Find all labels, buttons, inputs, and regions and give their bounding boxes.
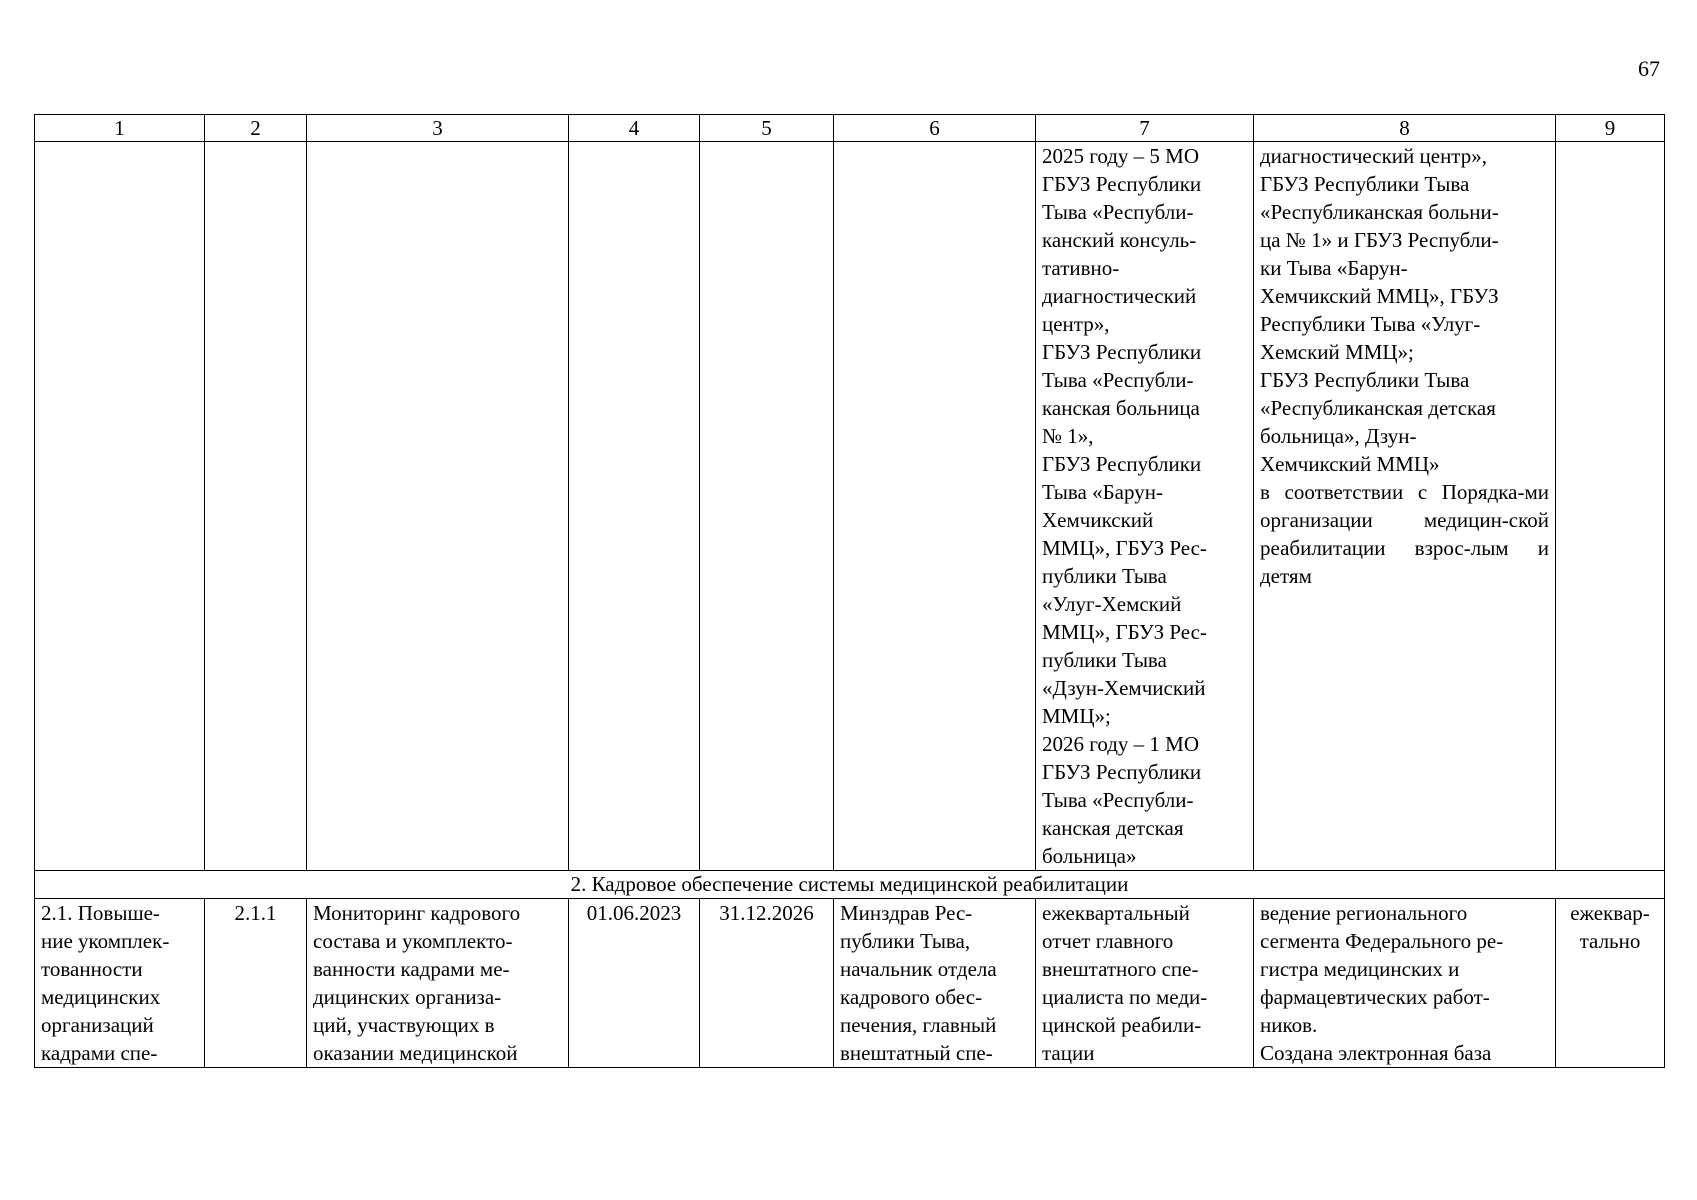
cont-cell-4 [569,142,700,871]
section-row [35,871,1665,899]
cont-cell-2 [205,142,307,871]
row-2-1-col5: 31.12.2026 [700,899,834,1068]
header-cell-8: 8 [1254,115,1556,142]
cont-cell-8-text-b: в соответствии с Порядка-ми организации медицин-ской реабилитации взрос-лым и детям [1260,480,1549,588]
row-2-1-col8: ведение регионального сегмента Федерального ре- гистра медицинских и фармацевтических работ- ников. Создана электронная база [1254,899,1556,1068]
row-2-1-col1: 2.1. Повыше- ние укомплек- тованности медицинских организаций кадрами спе- [35,899,205,1068]
header-cell-6: 6 [834,115,1036,142]
cont-cell-8 [1254,142,1556,871]
header-cell-2: 2 [205,115,307,142]
table-row-2-1 [35,899,1665,1068]
row-2-1-col2: 2.1.1 [205,899,307,1068]
row-2-1-col4: 01.06.2023 [569,899,700,1068]
cont-cell-3 [307,142,569,871]
cont-cell-8-text-a: диагностический центр», ГБУЗ Республики Тыва «Республиканская больни- ца № 1» и ГБУЗ Республи- ки Тыва «Барун- Хемчикский ММЦ», ГБУЗ Республики Тыва «Улуг- Хемский ММЦ»; ГБУЗ Республики Тыва «Республиканская детская больница», Дзун- Хемчикский ММЦ» [1260,144,1499,476]
header-cell-5: 5 [700,115,834,142]
cont-cell-5 [700,142,834,871]
header-cell-4: 4 [569,115,700,142]
cont-cell-6 [834,142,1036,871]
section-title: 2. Кадровое обеспечение системы медицинской реабилитации [35,871,1665,899]
row-2-1-col6: Минздрав Рес- публики Тыва, начальник отдела кадрового обес- печения, главный внештатный спе- [834,899,1036,1068]
header-row [35,115,1665,142]
header-cell-7: 7 [1036,115,1254,142]
cont-cell-1 [35,142,205,871]
row-2-1-col7: ежеквартальный отчет главного внештатного спе- циалиста по меди- цинской реабили- тации [1036,899,1254,1068]
header-cell-9: 9 [1556,115,1665,142]
cont-cell-7: 2025 году – 5 МО ГБУЗ Республики Тыва «Республи- канский консуль- тативно- диагностический центр», ГБУЗ Республики Тыва «Республи- канская больница № 1», ГБУЗ Республики Тыва «Барун- Хемчикский ММЦ», ГБУЗ Рес- публики Тыва «Улуг-Хемский ММЦ», ГБУЗ Рес- публики Тыва «Дзун-Хемчиский ММЦ»; 2026 году – 1 МО ГБУЗ Республики Тыва «Республи- канская детская больница» [1036,142,1254,871]
header-cell-3: 3 [307,115,569,142]
continuation-row [35,142,1665,871]
row-2-1-col9: ежеквар- тально [1556,899,1665,1068]
plan-table [34,114,1665,1068]
page-number: 67 [1638,56,1660,81]
header-cell-1: 1 [35,115,205,142]
cont-cell-9 [1556,142,1665,871]
row-2-1-col3: Мониторинг кадрового состава и укомплекто- ванности кадрами ме- дицинских организа- ций, участвующих в оказании медицинской [307,899,569,1068]
